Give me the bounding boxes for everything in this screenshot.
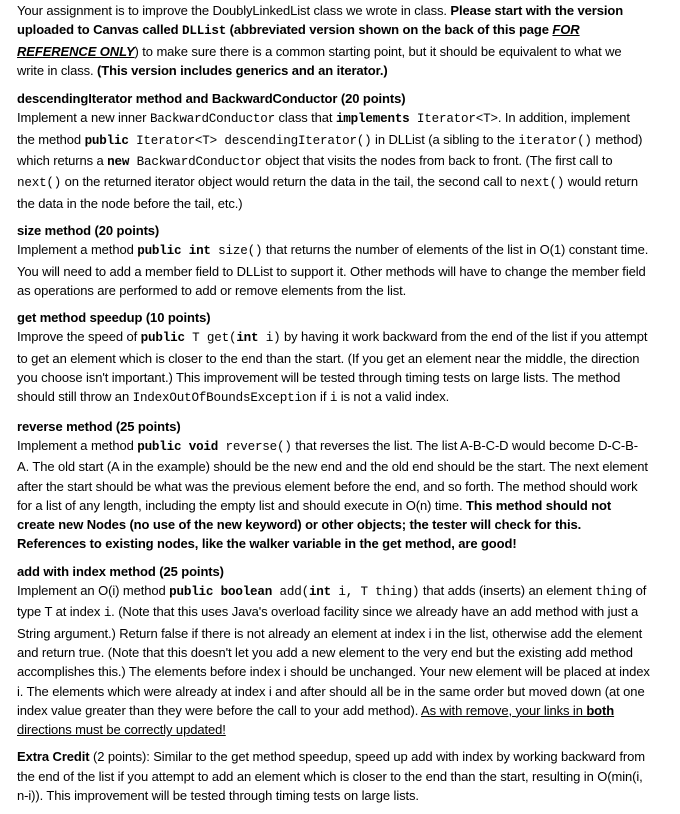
get-body: Improve the speed of public T get(int i) by having it work backward from the end of the list if you attempt to get an element which is closer to the end than the start. (If you get an element near the middle, the direction you choose isn't important.) This improvement will be tested through timing tests on large lists. The method should still throw an IndexOutOfBoundsException if i is not a valid index. <box>17 329 648 406</box>
reverse-heading: reverse method (25 points) <box>17 418 181 434</box>
size-body: Implement a method public int size() that returns the number of elements of the list in O(1) constant time. You will need to add a member field to DLList to support it. Other methods will have to change the member field as operations are performed to add or remove elements from the list. <box>17 242 649 298</box>
extra-body: Extra Credit (2 points): Similar to the get method speedup, speed up add with index by working backward from the end of the list if you attempt to add an element which is closer to the end than the start, resulting in O(min(i, n-i)). This improvement will be tested through timing tests on large lists. <box>17 749 645 803</box>
section-descending-iterator <box>17 89 650 213</box>
dllist-code: DLList <box>182 24 227 39</box>
addindex-body: Implement an O(i) method public boolean add(int i, T thing) that adds (inserts) an element thing of type T at index i. (Note that this uses Java's overload facility since we already have an add method with just a String argument.) Return false if there is not already an element at index i in the list, otherwise add the element and return true. (Note that this doesn't let you add a new element to the very end but the existing add method accomplishes this.) The elements before index i should be unchanged. Your new element will be placed at index i. The elements which were already at index i and after should all be in the same order but moved down (at one index value greater than they were before the call to your add method). As with remove, your links in both directions must be correctly updated! <box>17 583 650 738</box>
descending-heading: descendingIterator method and BackwardConductor (20 points) <box>17 91 406 107</box>
reverse-body: Implement a method public void reverse() that reverses the list. The list A-B-C-D would become D-C-B-A. The old start (A in the example) should be the new end and the old end should be the start. The next element after the start should be what was the previous element before the end, and so forth. The method should work for a list of any length, including the empty list and should execute in O(n) time. This method should not create new Nodes (no use of the new keyword) or other objects; the tester will check for this. References to existing nodes, like the walker variable in the get method, are good! <box>17 437 648 552</box>
size-heading: size method (20 points) <box>17 222 160 238</box>
section-extra-credit <box>17 747 650 805</box>
for-reference-only-link[interactable]: FOR REFERENCE ONLY <box>17 22 580 59</box>
section-get-speedup <box>17 308 650 408</box>
section-add-with-index <box>17 562 650 740</box>
extra-heading: Extra Credit <box>17 749 90 765</box>
section-size <box>17 221 650 300</box>
addindex-heading: add with index method (25 points) <box>17 563 224 579</box>
section-reverse <box>17 417 650 554</box>
get-heading: get method speedup (10 points) <box>17 310 211 326</box>
intro-paragraph: Your assignment is to improve the DoublyLinkedList class we wrote in class. Please start with the version uploaded to Canvas called DLList (abbreviated version shown on the back of this page FOR REFERENCE ONLY) to make sure there is a common starting point, but it should be equivalent to what we write in class. (This version includes generics and an iterator.) <box>17 3 624 78</box>
descending-body: Implement a new inner BackwardConductor class that implements Iterator<T>. In addition, implement the method public Iterator<T> descendingIterator() in DLList (a sibling to the iterator() method) which returns a new BackwardConductor object that visits the nodes from back to front. (The first call to next() on the returned iterator object would return the data in the tail, the second call to next() would return the data in the node before the tail, etc.) <box>17 110 643 211</box>
